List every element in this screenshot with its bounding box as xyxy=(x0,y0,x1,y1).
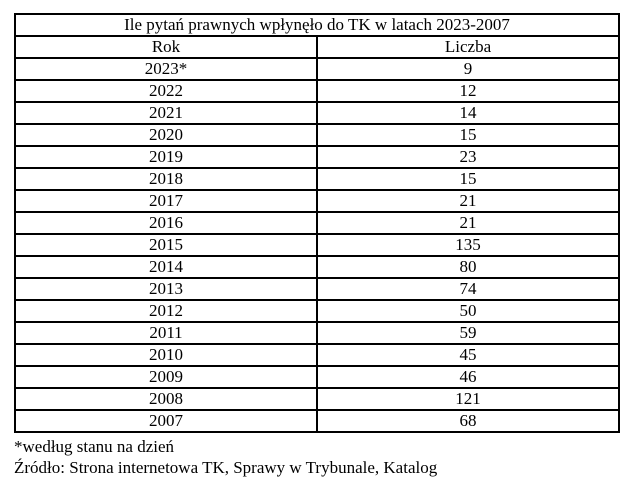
count-cell: 135 xyxy=(317,234,619,256)
table-row xyxy=(15,58,619,80)
count-cell: 74 xyxy=(317,278,619,300)
year-cell: 2019 xyxy=(15,146,317,168)
count-cell: 121 xyxy=(317,388,619,410)
year-cell: 2010 xyxy=(15,344,317,366)
source-line: Źródło: Strona internetowa TK, Sprawy w Trybunale, Katalog xyxy=(14,458,438,477)
table-row xyxy=(15,124,619,146)
table-row xyxy=(15,322,619,344)
year-cell: 2014 xyxy=(15,256,317,278)
year-cell: 2007 xyxy=(15,410,317,432)
table-row xyxy=(15,102,619,124)
header-row xyxy=(15,36,619,58)
table-row xyxy=(15,168,619,190)
year-cell: 2013 xyxy=(15,278,317,300)
year-cell: 2015 xyxy=(15,234,317,256)
count-cell: 46 xyxy=(317,366,619,388)
table-row xyxy=(15,388,619,410)
year-cell: 2008 xyxy=(15,388,317,410)
count-cell: 21 xyxy=(317,190,619,212)
count-cell: 21 xyxy=(317,212,619,234)
count-cell: 80 xyxy=(317,256,619,278)
legal-questions-table xyxy=(14,13,620,433)
year-cell: 2022 xyxy=(15,80,317,102)
table-title: Ile pytań prawnych wpłynęło do TK w latach 2023-2007 xyxy=(15,14,619,36)
table-row xyxy=(15,212,619,234)
count-cell: 50 xyxy=(317,300,619,322)
year-cell: 2023* xyxy=(15,58,317,80)
year-cell: 2016 xyxy=(15,212,317,234)
table-row xyxy=(15,278,619,300)
year-cell: 2009 xyxy=(15,366,317,388)
title-row xyxy=(15,14,619,36)
count-cell: 23 xyxy=(317,146,619,168)
count-cell: 15 xyxy=(317,168,619,190)
count-cell: 45 xyxy=(317,344,619,366)
count-cell: 12 xyxy=(317,80,619,102)
table-row xyxy=(15,256,619,278)
year-cell: 2018 xyxy=(15,168,317,190)
table-row xyxy=(15,366,619,388)
count-cell: 14 xyxy=(317,102,619,124)
year-cell: 2021 xyxy=(15,102,317,124)
table-row xyxy=(15,410,619,432)
count-cell: 9 xyxy=(317,58,619,80)
table-notes xyxy=(14,436,636,478)
count-cell: 68 xyxy=(317,410,619,432)
year-cell: 2017 xyxy=(15,190,317,212)
table-row xyxy=(15,190,619,212)
year-cell: 2011 xyxy=(15,322,317,344)
column-header-year: Rok xyxy=(15,36,317,58)
table-row xyxy=(15,80,619,102)
table-row xyxy=(15,146,619,168)
year-cell: 2020 xyxy=(15,124,317,146)
footnote: *według stanu na dzień xyxy=(14,437,175,456)
column-header-count: Liczba xyxy=(317,36,619,58)
table-row xyxy=(15,300,619,322)
count-cell: 59 xyxy=(317,322,619,344)
table-row xyxy=(15,234,619,256)
table-row xyxy=(15,344,619,366)
count-cell: 15 xyxy=(317,124,619,146)
year-cell: 2012 xyxy=(15,300,317,322)
